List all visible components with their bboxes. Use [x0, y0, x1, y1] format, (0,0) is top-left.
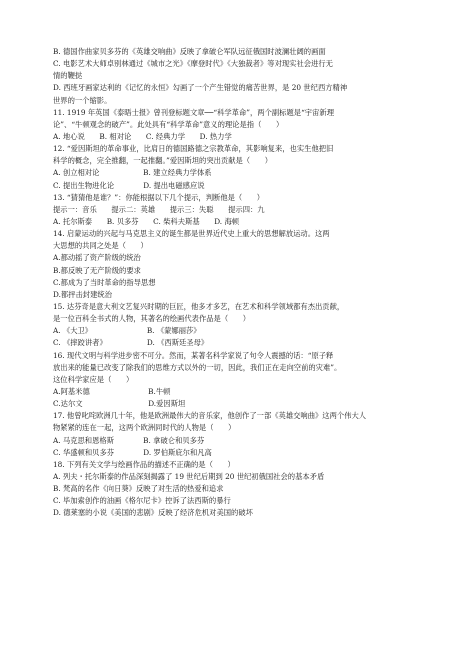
- text-line: 物紧紧的连在一起，这两个欧洲同时代的人物是（ ）: [53, 423, 236, 433]
- text-line: 情的鞭挞: [53, 71, 83, 81]
- text-line: 提示一：音乐 提示二：英雄 提示三：失聪 提示四：九: [53, 204, 265, 214]
- text-line: 世界的一个缩影。: [53, 95, 112, 105]
- text-line: B.都反映了无产阶级的要求: [53, 265, 141, 275]
- text-line: C. 华盛顿和贝多芬 D. 罗伯斯庇尔和凡高: [53, 447, 212, 457]
- text-line: A. 地心说 B. 相对论 C. 经典力学 D. 热力学: [53, 131, 232, 141]
- text-line: 14. 启蒙运动的兴起与马克思主义的诞生都是世界近代史上重大的思想解放运动。这两: [53, 229, 330, 239]
- text-line: B. 梵高的名作《向日葵》反映了对生活的热爱和追求: [53, 484, 224, 494]
- text-line: A. 托尔斯泰 B. 贝多芬 C. 柴科夫斯基 D. 海顿: [53, 216, 240, 226]
- text-line: 11. 1919 年英国《泰晤士报》曾刊登标题文章──“科学革命”，两个副标题是“宇宙新理: [53, 107, 334, 117]
- text-line: A.阿基米德 B.牛顿: [53, 386, 171, 396]
- text-line: C.达尔文 D.爱因斯坦: [53, 399, 186, 409]
- text-line: B. 德国作曲家贝多芬的《英雄交响曲》反映了拿破仑军队远征俄国时波澜壮阔的画面: [53, 47, 326, 56]
- text-line: 15. 达芬奇是意大利文艺复兴时期的巨匠，他多才多艺，在艺术和科学领域都有杰出贡献，: [53, 301, 345, 311]
- text-line: 17. 他曾叱咤欧洲几十年，他是欧洲最伟大的音乐家，他创作了一部《英雄交响曲》这两个伟大人: [53, 411, 367, 421]
- text-line: C. 提出生物进化论 D. 提出电磁感应说: [53, 180, 205, 190]
- text-line: D.都抨击封建统治: [53, 289, 112, 299]
- text-line: A.都动摇了资产阶级的统治: [53, 253, 141, 263]
- text-line: D. 德莱塞的小说《美国的悲剧》反映了经济危机对美国的破坏: [53, 508, 253, 518]
- text-line: 18. 下列有关文学与绘画作品的描述不正确的是（ ）: [53, 459, 235, 469]
- text-line: C. 《摔跤讲者》 D. 《西斯廷圣母》: [53, 338, 209, 348]
- text-line: C.都成为了当时革命的指导思想: [53, 277, 156, 287]
- text-line: 这位科学家应是（ ）: [53, 374, 134, 384]
- text-line: C. 电影艺术大师卓别林通过《城市之光》《摩登时代》《大独裁者》等对现实社会进行无: [53, 59, 333, 69]
- text-line: 16. 现代文明与科学进步密不可分。然而，某著名科学家说了句令人震撼的话：“原子释: [53, 350, 334, 360]
- text-line: A. 《大卫》 B. 《蒙娜丽莎》: [53, 326, 201, 336]
- text-line: 论”、“牛顿观念的破产”。此处具有“科学革命”意义的理论是指（ ）: [53, 119, 284, 129]
- text-line: D. 西班牙画家达利的《记忆的永恒》勾画了一个产生错觉的痛苦世界，是 20 世纪西方精神: [53, 83, 348, 93]
- text-line: A. 马克思和恩格斯 B. 拿破仑和贝多芬: [53, 435, 205, 445]
- question-text-block: [53, 46, 427, 519]
- text-line: A. 列夫・托尔斯泰的作品深刻揭露了 19 世纪后期到 20 世纪初俄国社会的基本矛盾: [53, 471, 325, 481]
- text-line: 13. “猜猜他是谁？”：你能根据以下几个提示，判断他是（ ）: [53, 192, 265, 202]
- text-line: 是一位百科全书式的人物，其著名的绘画代表作品是（ ）: [53, 314, 251, 324]
- text-line: 12. “爱因斯坦的革命事业，比肩日的德国路德之宗教革命，其影响复来，也实生他把旧: [53, 144, 334, 154]
- text-line: A. 创立相对论 B. 建立经典力学体系: [53, 168, 212, 178]
- text-line: C. 毕加索创作的油画《格尔尼卡》控诉了法西斯的暴行: [53, 496, 231, 506]
- text-line: 科学的概念，完全推翻，一起推翻。”爱因斯坦的突出贡献是（ ）: [53, 156, 272, 166]
- text-line: 大思想的共同之处是（ ）: [53, 241, 148, 251]
- text-line: 放出来的能量已改变了除我们的思维方式以外的一切，因此，我们正在走向空前的灾难”。: [53, 362, 342, 372]
